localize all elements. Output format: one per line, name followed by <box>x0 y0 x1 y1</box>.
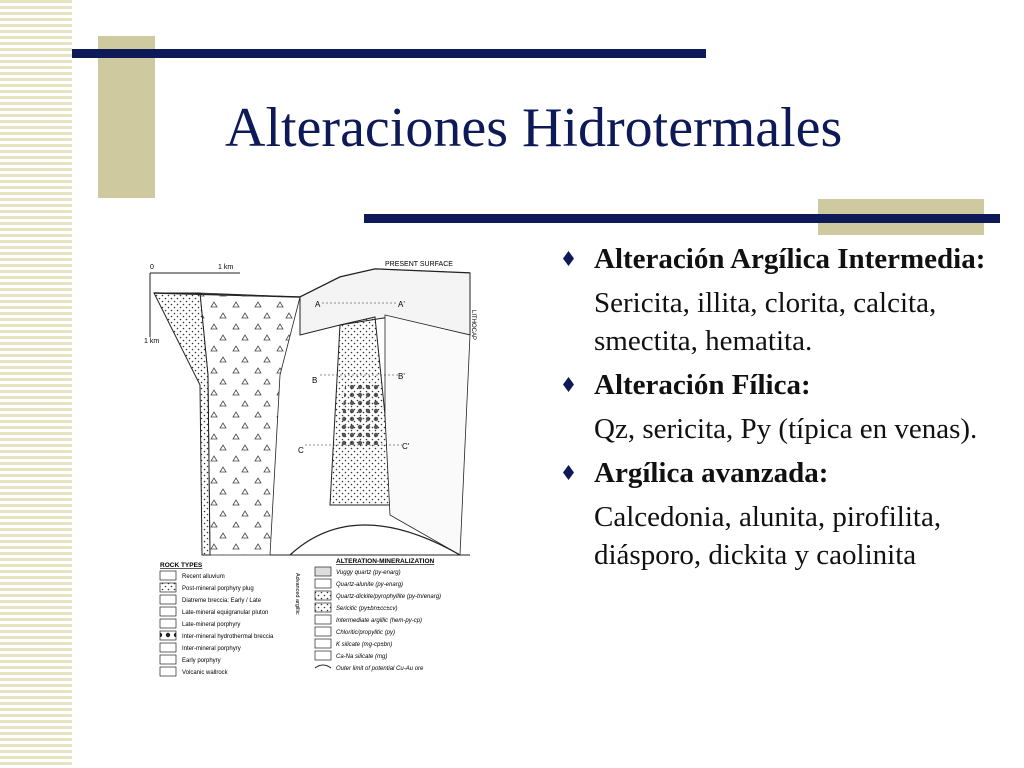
rock-types-legend <box>160 571 274 676</box>
legend-alt-3: Quartz-dickite/pyrophyllite (py-tn/enarg) <box>336 594 442 600</box>
section-b-prime: B' <box>398 372 405 381</box>
legend-alt-8: Ca-Na silicate (mg) <box>336 654 388 660</box>
section-c-prime: C' <box>402 442 410 451</box>
legend-rock-9: Volcanic wallrock <box>182 670 228 676</box>
legend-alt-5: Intermediate argillic (hem-py-cp) <box>336 618 423 624</box>
section-a: A <box>315 300 321 309</box>
legend-rock-4: Late-mineral equigranular pluton <box>182 610 269 616</box>
bullet-body: Qz, sericita, Py (típica en venas). <box>594 413 978 445</box>
legend-alt-4: Sericitic (py±bn±cc±cv) <box>336 606 398 612</box>
bullet-heading: Alteración Argílica Intermedia: <box>594 243 986 275</box>
legend-rock-5: Late-mineral porphyry <box>182 622 241 628</box>
section-a-prime: A' <box>398 300 405 309</box>
legend-rock-2: Post-mineral porphyry plug <box>182 586 254 592</box>
legend-rock-1: Recent alluvium <box>182 574 225 580</box>
legend-alt-2: Quartz-alunite (py-enarg) <box>336 582 404 588</box>
legend-alt-7: K silicate (mg-cp±bn) <box>336 642 393 648</box>
alteration-legend <box>315 567 441 672</box>
bullet-heading: Alteración Fílica: <box>594 369 811 401</box>
legend-rock-6: Inter-mineral hydrothermal breccia <box>182 634 274 640</box>
lithocap-label: LITHOCAP <box>470 310 476 341</box>
rock-types-title: ROCK TYPES <box>160 562 203 569</box>
diamond-bullet-icon <box>562 376 575 393</box>
legend-alt-9: Outer limit of potential Cu-Au ore <box>336 666 424 672</box>
alteration-title: ALTERATION-MINERALIZATION <box>336 558 435 565</box>
bullet-list <box>558 238 998 580</box>
decorative-tan-block-top <box>98 36 155 198</box>
scale-km-vertical: 1 km <box>144 338 160 345</box>
decorative-stripes <box>0 0 72 768</box>
legend-alt-6: Chloritic/propylitic (py) <box>336 630 396 636</box>
decorative-navy-bar-right <box>364 214 1000 223</box>
legend-rock-7: Inter-mineral porphyry <box>182 646 241 652</box>
cross-section-diagram <box>140 255 495 690</box>
section-b: B <box>312 376 318 385</box>
bullet-item-3 <box>558 454 998 492</box>
bullet-body: Calcedonia, alunita, pirofilita, diásporo, dickita y caolinita <box>594 501 942 571</box>
slide-title: Alteraciones Hidrotermales <box>225 97 843 159</box>
porphyry-alteration-figure <box>140 255 495 690</box>
bullet-body: Sericita, illita, clorita, calcita, smectita, hematita. <box>594 287 937 357</box>
advanced-argillic-label: Advanced argillic <box>294 573 300 615</box>
scale-km-horizontal: 1 km <box>218 264 234 271</box>
diamond-bullet-icon <box>562 250 575 267</box>
bullet-item-2 <box>558 366 998 404</box>
present-surface-label: PRESENT SURFACE <box>385 261 453 268</box>
diamond-bullet-icon <box>562 464 575 481</box>
decorative-navy-bar-top <box>72 49 706 58</box>
section-c: C <box>298 446 304 455</box>
legend-rock-8: Early porphyry <box>182 658 221 664</box>
bullet-heading: Argílica avanzada: <box>594 457 829 489</box>
bullet-item-1 <box>558 240 998 278</box>
legend-alt-1: Vuggy quartz (py-enarg) <box>336 570 401 576</box>
legend-rock-3: Diatreme breccia: Early / Late <box>182 598 262 604</box>
scale-zero: 0 <box>150 264 154 271</box>
